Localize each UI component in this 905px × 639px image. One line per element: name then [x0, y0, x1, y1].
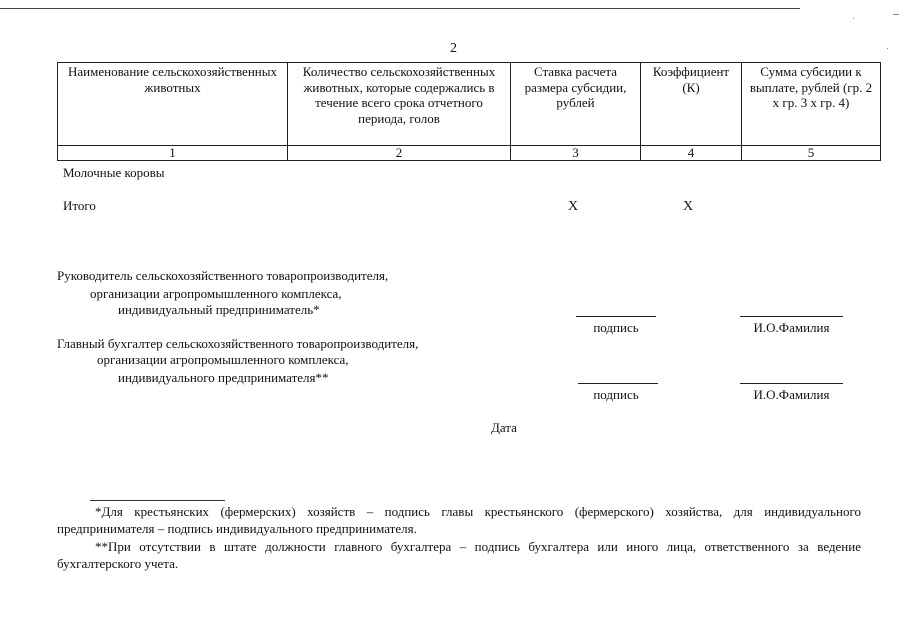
date-label: Дата: [491, 420, 517, 435]
accountant-signature-line: [578, 383, 658, 384]
footnote-2: **При отсутствии в штате должности главного бухгалтера – подпись бухгалтера или иного лица, ответственного за ведение бухгалтерского учета.: [57, 539, 861, 571]
head-title-line1: Руководитель сельскохозяйственного товаропроизводителя,: [57, 268, 389, 283]
head-name-line: [740, 316, 843, 317]
column-number: 5: [742, 146, 881, 161]
accountant-title-line1: Главный бухгалтер сельскохозяйственного товаропроизводителя,: [57, 336, 419, 351]
head-title-line2: организации агропромышленного комплекса,: [90, 286, 342, 301]
header-subsidy-sum: Сумма субсидии к выплате, рублей (гр. 2 х гр. 3 х гр. 4): [742, 63, 881, 146]
accountant-sign-label: подпись: [593, 387, 639, 402]
row-dairy-cows: Молочные коровы: [63, 165, 165, 180]
scan-speck: [853, 18, 854, 19]
head-title-line3: индивидуальный предприниматель*: [118, 302, 320, 317]
header-subsidy-rate: Ставка расчета размера субсидии, рублей: [511, 63, 641, 146]
accountant-title-line2: организации агропромышленного комплекса,: [97, 352, 349, 367]
column-number: 4: [641, 146, 742, 161]
head-sign-label: подпись: [593, 320, 639, 335]
column-number: 2: [288, 146, 511, 161]
column-number: 1: [58, 146, 288, 161]
footnote-1: *Для крестьянских (фермерских) хозяйств – подпись главы крестьянского (фермерского) хозяйства, для индивидуального предпринимателя – подпись индивидуального предпринимателя.: [57, 504, 861, 536]
accountant-title-line3: индивидуального предпринимателя**: [118, 370, 329, 385]
subsidy-table: [57, 62, 881, 161]
total-col3-x: Х: [568, 199, 579, 214]
head-name-label: И.О.Фамилия: [753, 320, 830, 335]
header-animal-count: Количество сельскохозяйственных животных, которые содержались в течение всего срока отчетного периода, голов: [288, 63, 511, 146]
head-signature-line: [576, 316, 656, 317]
table-header-row: [58, 63, 881, 146]
header-animal-name: Наименование сельскохозяйственных животных: [58, 63, 288, 146]
accountant-name-label: И.О.Фамилия: [753, 387, 830, 402]
accountant-name-line: [740, 383, 843, 384]
scan-top-border: [0, 8, 800, 9]
row-total-label: Итого: [63, 198, 96, 213]
table-column-numbers-row: [58, 146, 881, 161]
scan-speck: [893, 14, 899, 15]
total-col4-x: Х: [683, 199, 694, 214]
page-number: 2: [450, 41, 457, 56]
footnote-separator: [90, 500, 225, 501]
header-coefficient: Коэффициент (К): [641, 63, 742, 146]
scan-speck: [887, 48, 888, 49]
column-number: 3: [511, 146, 641, 161]
